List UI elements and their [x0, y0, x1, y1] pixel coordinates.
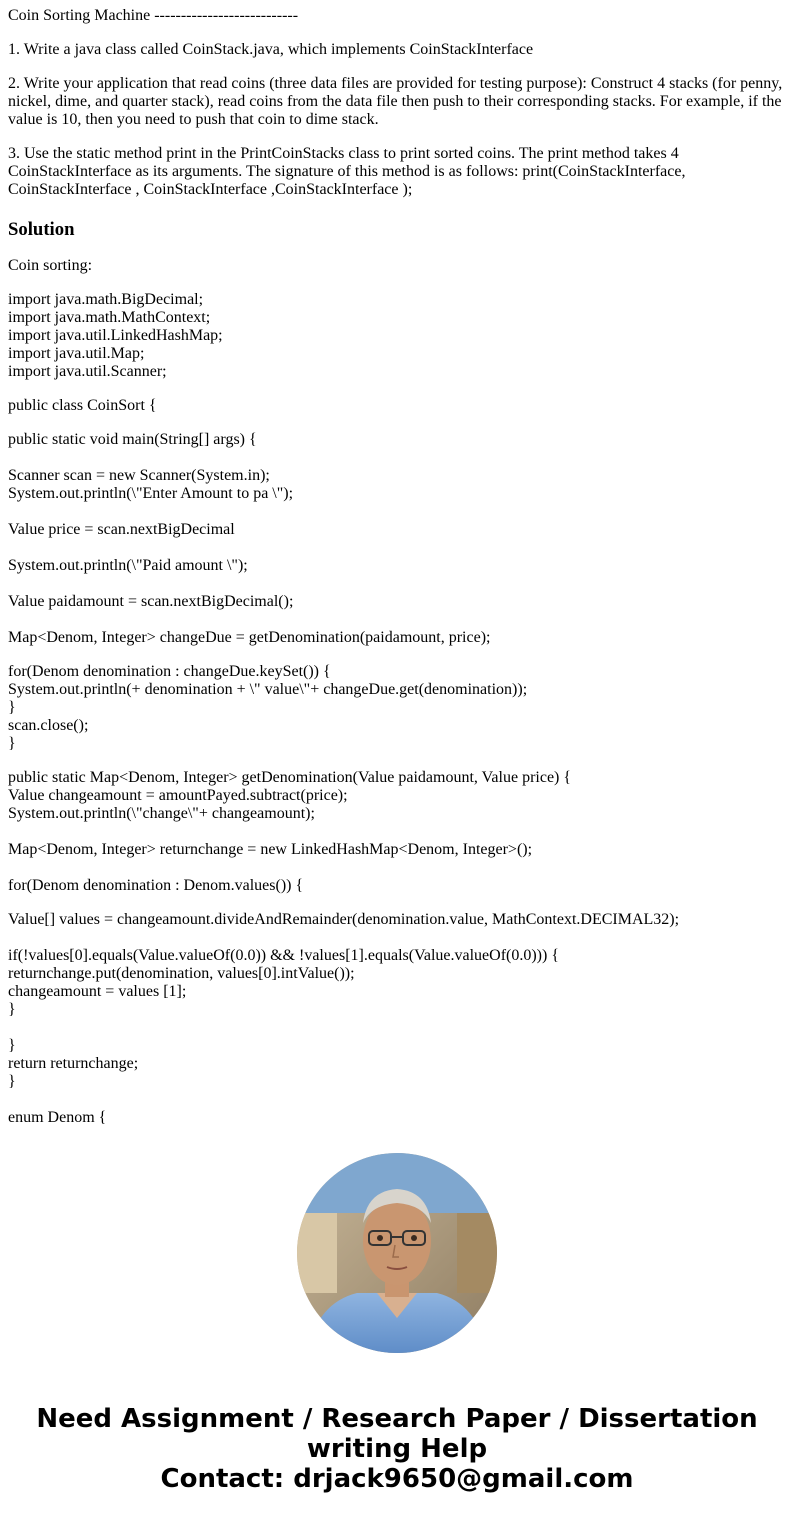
code-print-loop: for(Denom denomination : changeDue.keySet()) { System.out.println(+ denomination + \" value\"+ changeDue.get(denomination)); } scan.close(); }	[8, 663, 528, 752]
question-title: Coin Sorting Machine ---------------------------	[8, 7, 299, 24]
banner-line-1: Need Assignment / Research Paper / Dissertation	[36, 1404, 758, 1434]
code-return: } return returnchange; }	[8, 1037, 139, 1090]
solution-heading: Solution	[8, 219, 75, 240]
code-class-decl: public class CoinSort {	[8, 397, 157, 414]
code-main-decl: public static void main(String[] args) {	[8, 431, 257, 448]
help-banner	[0, 1404, 794, 1494]
code-returnchange: Map<Denom, Integer> returnchange = new LinkedHashMap<Denom, Integer>();	[8, 841, 533, 858]
solution-intro: Coin sorting:	[8, 257, 93, 274]
author-photo	[297, 1153, 497, 1353]
code-paid-print: System.out.println(\"Paid amount \");	[8, 557, 248, 574]
code-values: Value[] values = changeamount.divideAndRemainder(denomination.value, MathContext.DECIMAL32);	[8, 911, 680, 928]
question-item-3: 3. Use the static method print in the PrintCoinStacks class to print sorted coins. The print method takes 4 CoinStackInterface as its arguments. The signature of this method is as follows: print(CoinStackInterface, CoinStackInterface , CoinStackInterface ,CoinStackInterface );	[8, 145, 686, 198]
code-for-denom: for(Denom denomination : Denom.values()) {	[8, 877, 304, 894]
code-enum: enum Denom {	[8, 1109, 107, 1126]
code-imports: import java.math.BigDecimal; import java.math.MathContext; import java.util.LinkedHashMap; import java.util.Map; import java.util.Scanner;	[8, 291, 223, 380]
document-body	[8, 7, 788, 1127]
code-getdenomination: public static Map<Denom, Integer> getDenomination(Value paidamount, Value price) { Value changeamount = amountPayed.subtract(price); System.out.println(\"change\"+ changeamount);	[8, 769, 572, 822]
contact-email: Contact: drjack9650@gmail.com	[160, 1464, 634, 1494]
code-price: Value price = scan.nextBigDecimal	[8, 521, 235, 538]
code-paidamount: Value paidamount = scan.nextBigDecimal();	[8, 593, 294, 610]
code-if-block: if(!values[0].equals(Value.valueOf(0.0)) && !values[1].equals(Value.valueOf(0.0))) { returnchange.put(denomination, values[0].intValue()); changeamount = values [1]; }	[8, 947, 560, 1018]
question-item-2: 2. Write your application that read coins (three data files are provided for testing purpose): Construct 4 stacks (for penny, nickel, dime, and quarter stack), read coins from the data file then push to their corresponding stacks. For example, if the value is 10, then you need to push that coin to dime stack.	[8, 75, 783, 128]
question-item-1: 1. Write a java class called CoinStack.java, which implements CoinStackInterface	[8, 41, 534, 58]
code-changedue: Map<Denom, Integer> changeDue = getDenomination(paidamount, price);	[8, 629, 491, 646]
code-scanner: Scanner scan = new Scanner(System.in); System.out.println(\"Enter Amount to pa \");	[8, 467, 294, 502]
banner-line-2: writing Help	[306, 1434, 488, 1464]
